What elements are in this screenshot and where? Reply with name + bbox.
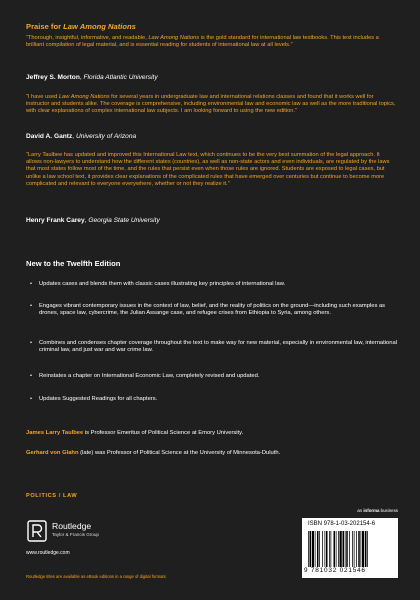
barcode-bar	[334, 531, 336, 567]
barcode-bar	[345, 531, 346, 567]
barcode-bar	[358, 531, 360, 567]
barcode-bar	[315, 531, 316, 567]
barcode-bar	[308, 531, 309, 567]
praise-attribution-3: Henry Frank Carey, Georgia State University	[26, 217, 160, 224]
barcode-bar	[340, 531, 342, 567]
barcode-bar	[312, 531, 314, 567]
barcode-bar	[356, 531, 357, 567]
praise-heading-prefix: Praise for	[26, 22, 64, 31]
barcode-panel	[302, 508, 398, 578]
barcode-bar	[354, 531, 355, 567]
routledge-logo-icon	[26, 520, 48, 542]
barcode-bar	[329, 531, 330, 567]
barcode-bar	[349, 531, 350, 567]
new-edition-heading: New to the Twelfth Edition	[26, 259, 121, 268]
praise-quote-2: “I have used Law Among Nations for several years in undergraduate law and international relations classes and found that it works well for instructor and students alike. The coverage is comprehensive, including environmental law and economic law as well as the more traditional topics, with clear explanations of complex international law subjects. I am looking forward to using the new edition.”	[26, 94, 396, 115]
barcode-bar	[325, 531, 326, 567]
barcode-bar	[322, 531, 323, 567]
publisher-group: Taylor & Francis Group	[52, 532, 99, 537]
publisher-url: www.routledge.com	[26, 550, 70, 556]
barcode-bar	[317, 531, 319, 567]
isbn-text: ISBN 978-1-03-202154-6	[308, 521, 376, 527]
barcode-bar	[343, 531, 345, 567]
barcode-bars	[308, 531, 392, 567]
informa-label: an informa business	[357, 508, 398, 513]
author-bio-2: Gerhard von Glahn (late) was Professor of Political Science at the University of Minnesota-Duluth.	[26, 450, 281, 456]
barcode-bar	[336, 531, 337, 567]
barcode-box	[302, 518, 398, 578]
barcode-bar	[310, 531, 312, 567]
praise-heading-book: Law Among Nations	[63, 22, 136, 31]
praise-attribution-2: David A. Gantz, University of Arizona	[26, 133, 137, 140]
barcode-number: 9 781032 021546	[304, 567, 366, 574]
praise-attribution-1: Jeffrey S. Morton, Florida Atlantic University	[26, 74, 158, 81]
barcode-bar	[352, 531, 353, 567]
praise-quote-1: “Thorough, insightful, informative, and readable, Law Among Nations is the gold standard for international law textbooks. This text includes a brilliant compilation of legal material, and is essential reading for students of international law at all levels.”	[26, 35, 379, 49]
barcode-bar	[367, 531, 368, 567]
barcode-bar	[319, 531, 320, 567]
barcode-bar	[361, 531, 362, 567]
ebook-notice: Routledge titles are available as eBook editions in a range of digital formats	[26, 574, 166, 579]
author-bio-1: James Larry Taulbee is Professor Emeritus of Political Science at Emory University.	[26, 430, 244, 436]
publisher-name: Routledge	[52, 521, 92, 531]
praise-heading	[26, 22, 136, 31]
barcode-bar	[331, 531, 332, 567]
barcode-bar	[338, 531, 339, 567]
subject-category: POLITICS / LAW	[26, 493, 78, 499]
back-cover: Praise for Law Among Nations “Thorough, insightful, informative, and readable, Law Among Nations is the gold standard for international law textbooks. This text includes a brilliant compilation of legal material, and is essential reading for students of international law at all levels.” Jeffrey S. Morton, Florida Atlantic University “I have used Law Among Nations for several years in undergraduate law and international relations classes and found that it works well for instructor and students alike. The coverage is comprehensive, including environmental law and economic law as well as the more traditional topics, with clear explanations of complex international law subjects. I am looking forward to using the new edition.” David A. Gantz, University of Arizona “Larry Taulbee has updated and improved this International Law text, which continues to be the very best summation of the legal approach. It allows non-lawyers to understand how the different states (countries), as well as non-state actors and even individuals, are regulated by the laws that most states follow most of the time, and the rules that persist even when those rules are ignored. Students are exposed to legal cases, but unlike a law school text, it provides clear explanations of the complicated rules that have emerged over centuries but continue to become more complicated and relevant to everyone everywhere, whether or not they realize it.” Henry Frank Carey, Georgia State University New to the Twelfth Edition • Updates cases and blends them with classic cases illustrating key principles of international law. • Engages vibrant contemporary issues in the context of law, belief, and the reality of politics on the ground—including such examples as drones, space law, cybercrime, the Julian Assange case, and refugee crises from Ethiopia to Syria, among others. • Combines and condenses chapter coverage throughout the text to make way for new material, especially in environmental law, international criminal law, and just war and war crime law. • Reinstates a chapter on International Economic Law, completely revised and updated. • Updates Suggested Readings for all chapters. James Larry Taulbee is Professor Emeritus of Political Science at Emory University. Gerhard von Glahn (late) was Professor of Political Science at the University of Minnesota-Duluth. POLITICS / LAW Routledge Taylor & Francis Group www.routledge.com Routledge titles are available as eBook editions in a range of digital formats an informa business ISBN 978-1-03-202154-6 9 781032 021546	[26, 22, 398, 579]
barcode-bar	[362, 531, 364, 567]
barcode-bar	[326, 531, 328, 567]
barcode-bar	[346, 531, 348, 567]
praise-quote-3: “Larry Taulbee has updated and improved this International Law text, which continues to be the very best summation of the legal approach. It allows non-lawyers to understand how the different states (countries), as well as non-state actors and even individuals, are regulated by the laws that most states follow most of the time, and the rules that persist even when those rules are ignored. Students are exposed to legal cases, but unlike a law school text, it provides clear explanations of the complicated rules that have emerged over centuries but continue to become more complicated and relevant to everyone everywhere, whether or not they realize it.”	[26, 152, 390, 187]
barcode-bar	[365, 531, 367, 567]
